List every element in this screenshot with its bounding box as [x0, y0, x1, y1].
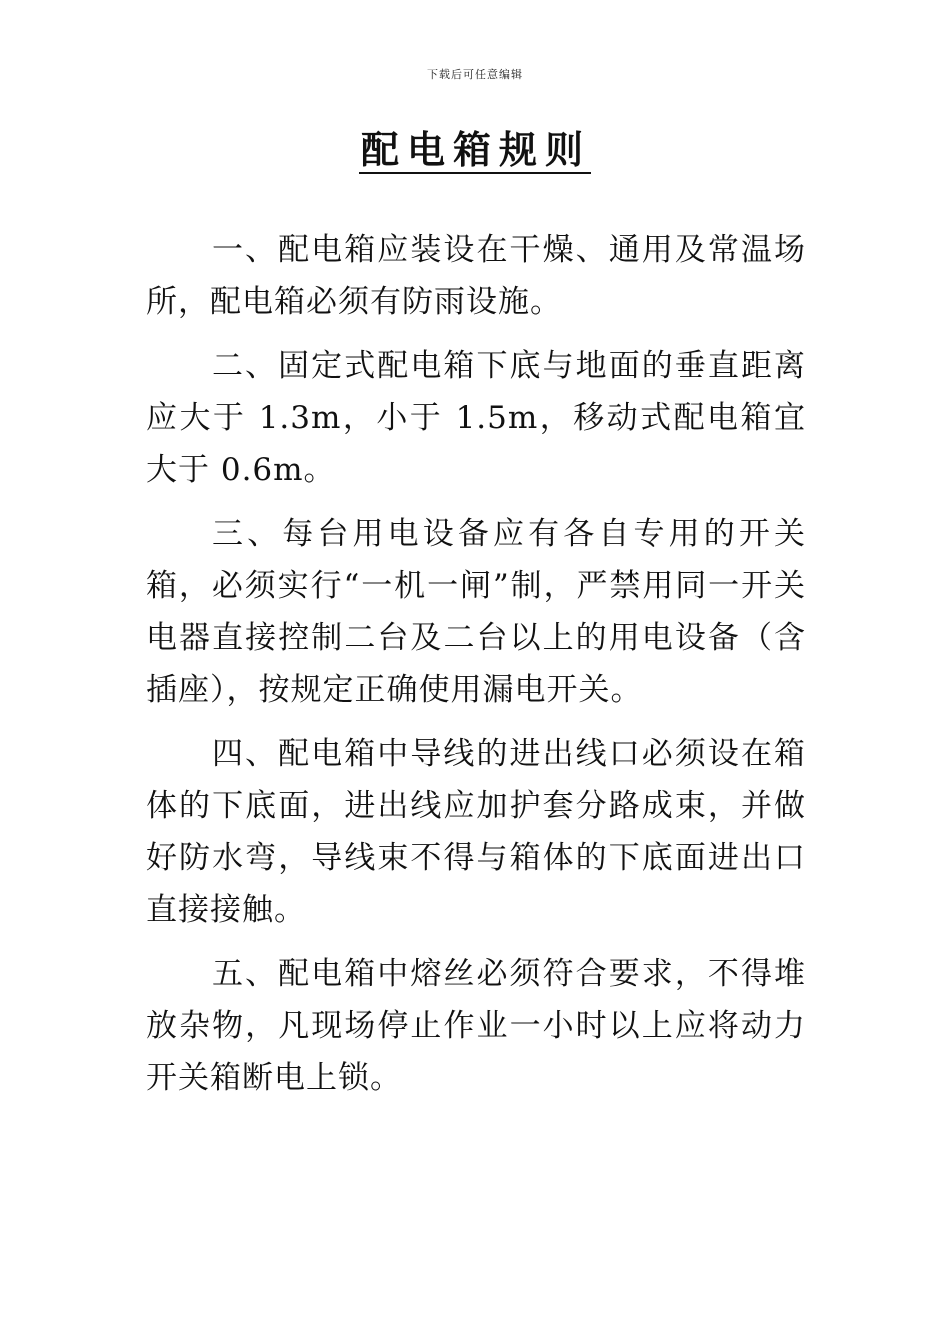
document-title — [0, 124, 950, 176]
rule-paragraph-5: 五、配电箱中熔丝必须符合要求，不得堆放杂物，凡现场停止作业一小时以上应将动力开关箱断电上锁。 — [146, 956, 806, 1096]
rule-paragraph-3: 三、每台用电设备应有各自专用的开关箱，必须实行“一机一闸”制，严禁用同一开关电器直接控制二台及二台以上的用电设备（含插座），按规定正确使用漏电开关。 — [146, 516, 806, 708]
rule-paragraph-4: 四、配电箱中导线的进出线口必须设在箱体的下底面，进出线应加护套分路成束，并做好防水弯，导线束不得与箱体的下底面进出口直接接触。 — [146, 736, 806, 928]
header-note: 下载后可任意编辑 — [427, 68, 523, 81]
document-title-text: 配电箱规则 — [360, 128, 591, 172]
document-body — [146, 224, 806, 1116]
rule-paragraph-1: 一、配电箱应装设在干燥、通用及常温场所，配电箱必须有防雨设施。 — [146, 232, 806, 320]
rule-paragraph-2: 二、固定式配电箱下底与地面的垂直距离应大于 1.3m，小于 1.5m，移动式配电箱宜大于 0.6m。 — [146, 348, 806, 488]
